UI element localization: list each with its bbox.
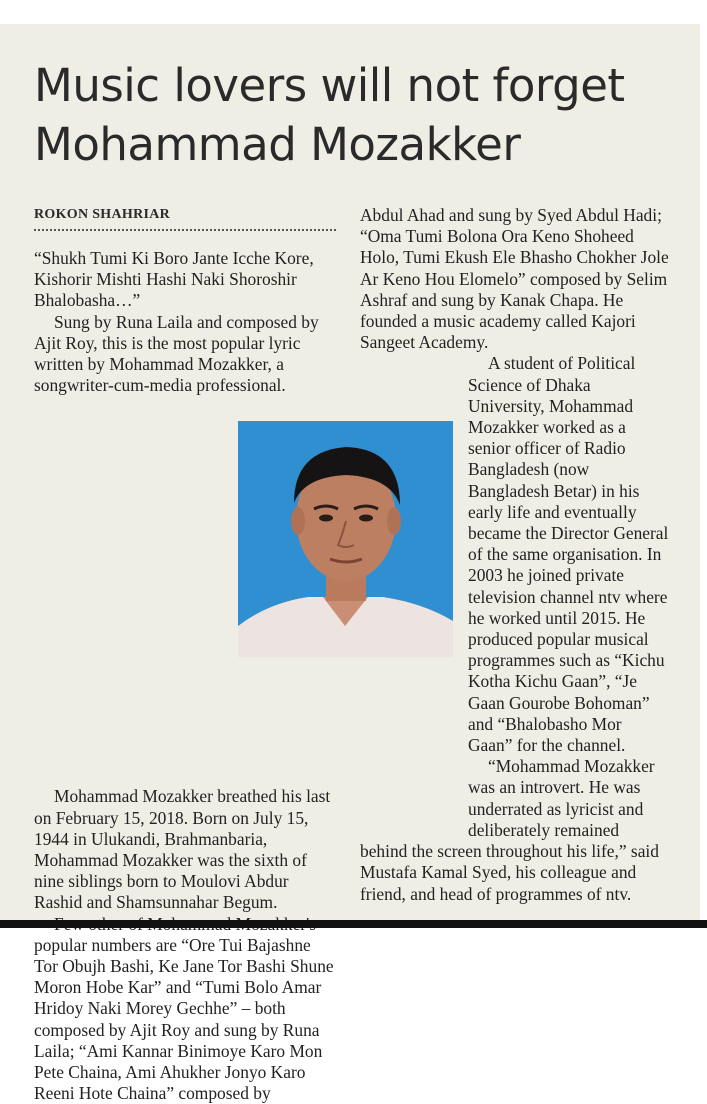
paragraph-popular-numbers: popular numbers are “Ore Tui Bajashne Tor Obujh Bashi, Ke Jane Tor Bashi Shune Moron Hobe Kar” and “Tumi Bolo Amar Hridoy Naki Morey Gechhe” – both composed by Ajit Roy and sung by Runa Laila; “Ami Kannar Binimoye Karo Mon Pete Chaina, Ami Ahukher Jonyo Karo Reeni Hote Chaina” composed by	[34, 934, 334, 1104]
article-headline: Music lovers will not forget Mohammad Mozakker	[34, 59, 625, 171]
paragraph-kajori-academy: Abdul Ahad and sung by Syed Abdul Hadi; “Oma Tumi Bolona Ora Keno Shoheed Holo, Tumi Ekush Ele Bhasho Chokher Jole Ar Keno Hou Elomelo” composed by Selim Ashraf and sung by Kanak Chapa. He founded a music academy called Kajori Sangeet Academy.	[360, 205, 669, 353]
article-byline: ROKON SHAHRIAR	[34, 207, 171, 222]
paragraph-song-quote: “Shukh Tumi Ki Boro Jante Icche Kore, Kishorir Mishti Hashi Naki Shoroshir Bhalobasha…”	[34, 248, 314, 311]
paragraph-quote-colleague: “Mohammad Mozakker was an introvert. He was underrated as lyricist and deliberately remained behind the screen throughout his life,” said Mustafa Kamal Syed, his colleague and friend, and head of programmes of ntv.	[360, 756, 659, 904]
byline-divider	[34, 229, 336, 231]
portrait-illustration	[238, 421, 453, 657]
bottom-border	[0, 920, 707, 928]
paragraph-runa-laila: Sung by Runa Laila and composed by Ajit Roy, this is the most popular lyric written by Mohammad Mozakker, a songwriter-cum-media professional.	[34, 311, 319, 396]
paragraph-career-text: A student of Political Science of Dhaka University, Mohammad Mozakker worked as a senior officer of Radio Bangladesh (now Bangladesh Betar) in his early life and eventually became the Director General of the same organisation. In 2003 he joined private television channel ntv where he worked until 2015. He produced popular musical programmes such as “Kichu Kotha Kichu Gaan”, “Je Gaan Gourobe Bohoman” and “Bhalobasho Mor Gaan” for the channel.	[468, 353, 669, 756]
article-column-left	[34, 248, 337, 1104]
page-edge	[700, 24, 707, 920]
paragraph-biography-text: Mohammad Mozakker breathed his last on February 15, 2018. Born on July 15, 1944 in Ulukandi, Brahmanbaria, Mohammad Mozakker was the sixth of nine siblings born to Moulovi Abdur Rashid and Shamsunnahar Begum.	[34, 786, 331, 913]
portrait-photo	[238, 421, 453, 657]
